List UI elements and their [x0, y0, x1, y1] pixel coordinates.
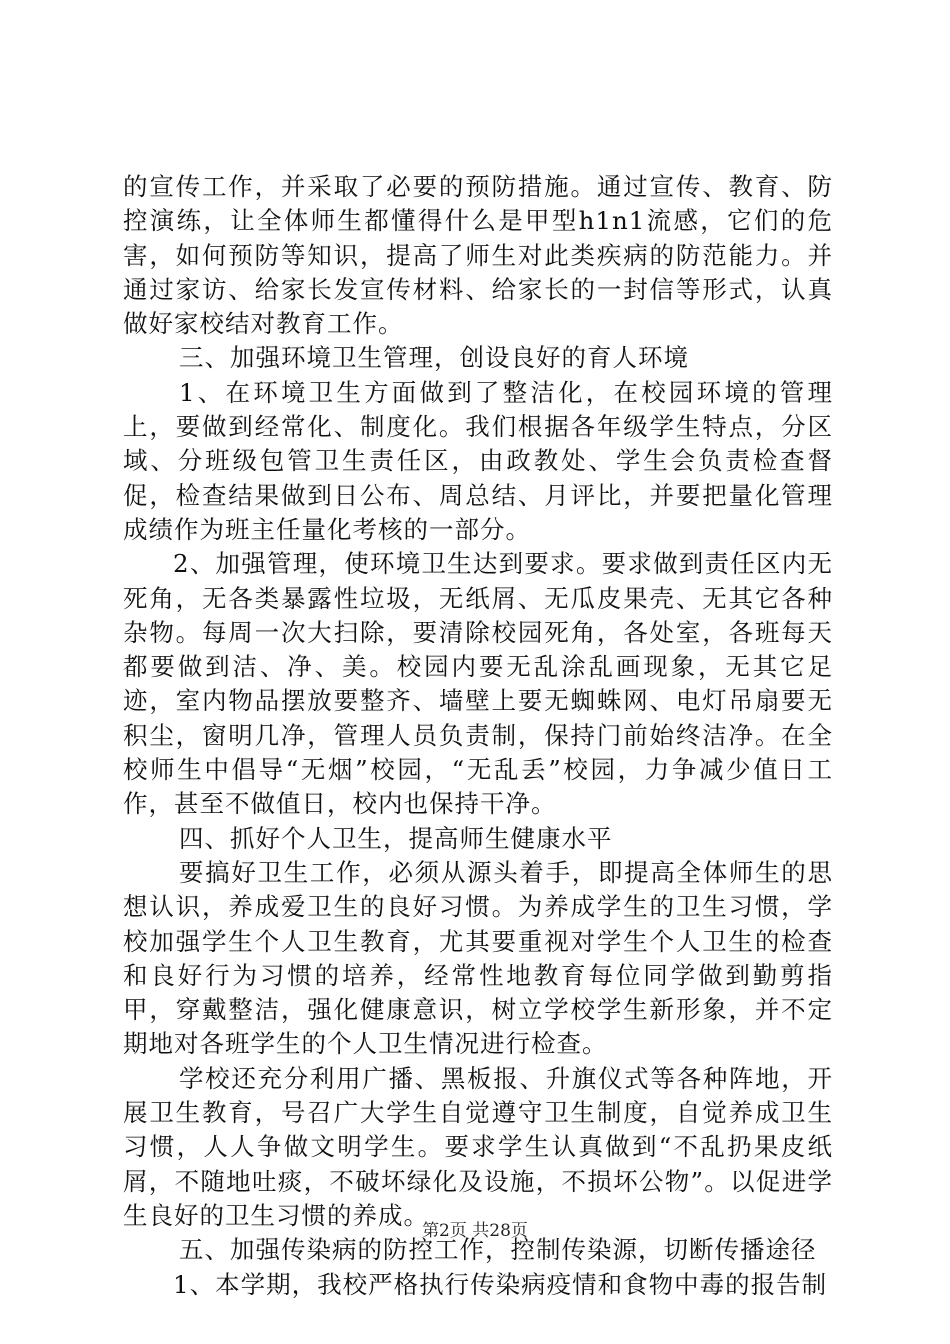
- paragraph-continuation: 的宣传工作，并采取了必要的预防措施。通过宣传、教育、防控演练，让全体师生都懂得什么是甲型h1n1流感，它们的危害，如何预防等知识，提高了师生对此类疾病的防范能力。并通过家访、给家长发宣传材料、给家长的一封信等形式，认真做好家校结对教育工作。: [123, 172, 833, 339]
- paragraph-3-2: 2、加强管理，使环境卫生达到要求。要求做到责任区内无死角，无各类暴露性垃圾，无纸屑、无瓜皮果壳、无其它各种杂物。每周一次大扫除，要清除校园死角，各处室，各班每天都要做到洁、净、美。校园内要无乱涂乱画现象，无其它足迹，室内物品摆放要整齐、墙壁上要无蜘蛛网、电灯吊扇要无积尘，窗明几净，管理人员负责制，保持门前始终洁净。在全校师生中倡导“无烟”校园，“无乱丢”校园，力争减少值日工作，甚至不做值日，校内也保持干净。: [123, 549, 833, 819]
- paragraph-4-2: 学校还充分利用广播、黑板报、升旗仪式等各种阵地，开展卫生教育，号召广大学生自觉遵守卫生制度，自觉养成卫生习惯，人人争做文明学生。要求学生认真做到“不乱扔果皮纸屑，不随地吐痰，不破坏绿化及设施，不损坏公物”。以促进学生良好的卫生习惯的养成。: [123, 1063, 833, 1230]
- page-number-footer: 第2页 共28页: [422, 1221, 528, 1241]
- paragraph-5-1: 1、本学期，我校严格执行传染病疫情和食物中毒的报告制: [173, 1269, 828, 1299]
- document-body: [123, 170, 833, 1302]
- section-heading-3: 三、加强环境卫生管理，创设良好的育人环境: [179, 343, 689, 373]
- section-heading-5: 五、加强传染病的防控工作，控制传染源，切断传播途径: [179, 1235, 817, 1265]
- section-heading-4: 四、抓好个人卫生，提高师生健康水平: [179, 823, 613, 853]
- paragraph-3-1: 1、在环境卫生方面做到了整洁化，在校园环境的管理上，要做到经常化、制度化。我们根据各年级学生特点，分区域、分班级包管卫生责任区，由政教处、学生会负责检查督促，检查结果做到日公布、周总结、月评比，并要把量化管理成绩作为班主任量化考核的一部分。: [123, 377, 833, 544]
- paragraph-4-1: 要搞好卫生工作，必须从源头着手，即提高全体师生的思想认识，养成爱卫生的良好习惯。为养成学生的卫生习惯，学校加强学生个人卫生教育，尤其要重视对学生个人卫生的检查和良好行为习惯的培养，经常性地教育每位同学做到勤剪指甲，穿戴整洁，强化健康意识，树立学校学生新形象，并不定期地对各班学生的个人卫生情况进行检查。: [123, 857, 833, 1059]
